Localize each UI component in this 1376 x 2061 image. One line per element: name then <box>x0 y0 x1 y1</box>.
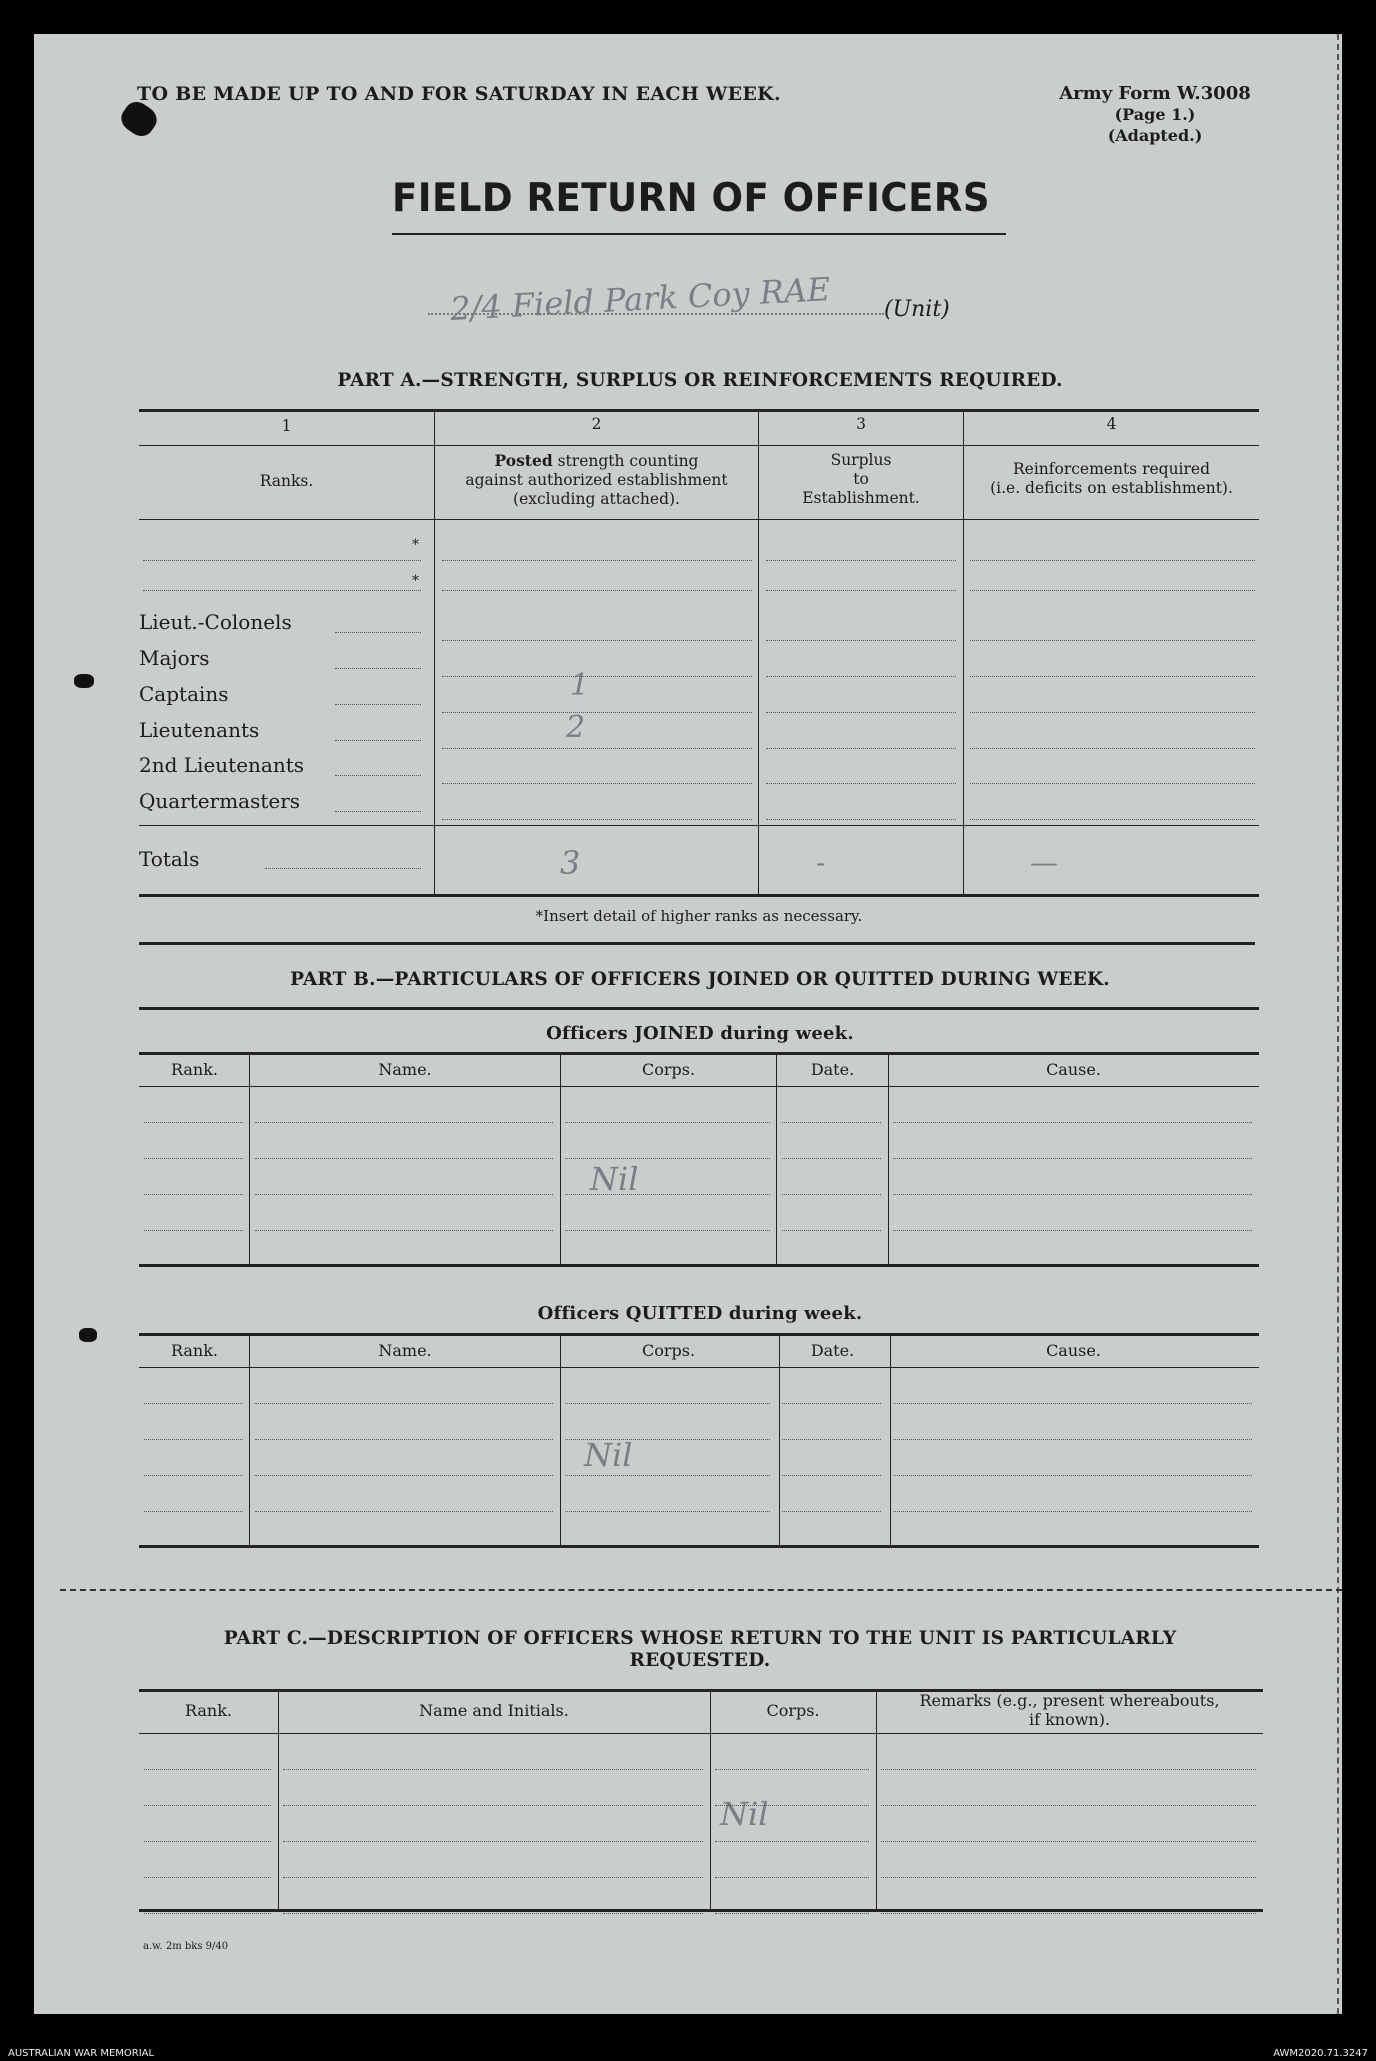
rank-2nd-lieutenants: 2nd Lieutenants <box>139 753 305 777</box>
reinf-cell-line <box>970 590 1255 591</box>
joined-table-cell-line <box>255 1194 553 1195</box>
joined-table-cell-line <box>144 1158 243 1159</box>
totals-rule <box>139 825 1259 826</box>
quitted-table-cell-line <box>565 1475 770 1476</box>
part-c-bottom-rule <box>139 1909 1263 1912</box>
reinf-cell-line <box>970 748 1255 749</box>
quitted-table-col-header: Rank. <box>170 1341 219 1360</box>
part-c-cell-line <box>144 1805 271 1806</box>
rank-leader-dots <box>335 740 421 741</box>
part-c-cell-line <box>144 1841 271 1842</box>
weekly-instruction: TO BE MADE UP TO AND FOR SATURDAY IN EACH WEEK. <box>137 83 781 105</box>
posted-cell-line <box>442 819 752 820</box>
part-c-col-header: Rank. <box>184 1701 233 1720</box>
surplus-cell-line <box>766 560 956 561</box>
joined-table-cell-line <box>144 1194 243 1195</box>
quitted-table-cell-line <box>144 1439 243 1440</box>
unit-label: (Unit) <box>884 297 950 322</box>
part-c-cell-line <box>881 1877 1256 1878</box>
part-a-subheader-rule <box>139 519 1259 520</box>
quitted-table-cell-line <box>893 1511 1252 1512</box>
joined-section-title: Officers JOINED during week. <box>546 1023 854 1044</box>
posted-rest: strength counting <box>552 452 699 470</box>
rank-majors: Majors <box>139 646 210 670</box>
title-underline <box>392 233 1006 235</box>
captains-posted-value: 1 <box>570 668 590 703</box>
joined-table-cell-line <box>782 1194 881 1195</box>
joined-table-bottom-rule <box>139 1264 1259 1267</box>
joined-table-col-header: Date. <box>810 1060 855 1079</box>
reinf-cell-line <box>970 676 1255 677</box>
part-c-remarks-header <box>876 1691 1263 1729</box>
part-c-cell-line <box>715 1805 869 1806</box>
part-c-nil-entry: Nil <box>720 1795 769 1833</box>
part-c-cell-line <box>715 1877 869 1878</box>
rank-quartermasters: Quartermasters <box>139 789 301 813</box>
quitted-table-cell-line <box>255 1403 553 1404</box>
reinf-cell-line <box>970 819 1255 820</box>
rank-lieutenants: Lieutenants <box>139 718 260 742</box>
page-number: (Page 1.) <box>1114 105 1196 124</box>
part-c-cell-line <box>283 1841 703 1842</box>
joined-table-col-header: Rank. <box>170 1060 219 1079</box>
form-number: Army Form W.3008 <box>1059 83 1251 104</box>
remarks-line-1: Remarks (e.g., present whereabouts, <box>919 1691 1220 1710</box>
part-c-cell-line <box>715 1913 869 1914</box>
rank-lieut-colonels: Lieut.-Colonels <box>139 610 292 634</box>
col-number-3: 3 <box>856 415 866 433</box>
reinf-line-1: Reinforcements required <box>1012 460 1211 478</box>
part-c-col-divider <box>876 1689 877 1909</box>
quitted-table-cell-line <box>893 1439 1252 1440</box>
joined-table-cell-line <box>255 1122 553 1123</box>
quitted-table-col-divider <box>890 1333 891 1545</box>
rank-leader-dots <box>335 632 421 633</box>
ranks-dotted-line <box>143 560 421 561</box>
quitted-table-cell-line <box>565 1511 770 1512</box>
part-c-title-line-2: REQUESTED. <box>629 1650 771 1671</box>
print-code: a.w. 2m bks 9/40 <box>143 1941 229 1952</box>
quitted-table-cell-line <box>565 1439 770 1440</box>
part-c-title-line-1: PART C.—DESCRIPTION OF OFFICERS WHOSE RETURN TO THE UNIT IS PARTICULARLY <box>223 1628 1177 1649</box>
surplus-line-2: to <box>853 470 869 488</box>
posted-cell-line <box>442 676 752 677</box>
part-c-cell-line <box>715 1769 869 1770</box>
joined-table-cell-line <box>565 1230 770 1231</box>
surplus-line-1: Surplus <box>830 451 892 469</box>
quitted-table-col-header: Cause. <box>1046 1341 1101 1360</box>
remarks-line-2: if known). <box>1028 1710 1111 1729</box>
part-a-top-rule <box>139 409 1259 412</box>
joined-table-cell-line <box>565 1122 770 1123</box>
quitted-table-cell-line <box>782 1439 881 1440</box>
surplus-cell-line <box>766 819 956 820</box>
joined-table-col-header: Cause. <box>1046 1060 1101 1079</box>
quitted-table-top-rule <box>139 1333 1259 1336</box>
surplus-cell-line <box>766 676 956 677</box>
quitted-table-cell-line <box>782 1475 881 1476</box>
surplus-cell-line <box>766 712 956 713</box>
joined-table-col-header: Name. <box>378 1060 432 1079</box>
part-c-cell-line <box>144 1913 271 1914</box>
joined-table-header-rule <box>139 1086 1259 1087</box>
quitted-table-cell-line <box>144 1511 243 1512</box>
part-c-title <box>140 1628 1260 1672</box>
part-c-cell-line <box>715 1841 869 1842</box>
ranks-col-header: Ranks. <box>259 472 314 490</box>
part-a-footnote: *Insert detail of higher ranks as necessary. <box>535 907 863 925</box>
quitted-table-col-header: Name. <box>378 1341 432 1360</box>
quitted-table-col-divider <box>779 1333 780 1545</box>
punch-hole-mark <box>74 674 94 688</box>
quitted-table-cell-line <box>255 1511 553 1512</box>
quitted-table-cell-line <box>782 1511 881 1512</box>
joined-table-cell-line <box>144 1230 243 1231</box>
part-c-cell-line <box>283 1913 703 1914</box>
quitted-table-col-header: Date. <box>810 1341 855 1360</box>
army-form-block <box>1050 83 1260 146</box>
posted-cell-line <box>442 748 752 749</box>
rank-leader-dots <box>335 775 421 776</box>
quitted-table-cell-line <box>565 1403 770 1404</box>
surplus-cell-line <box>766 783 956 784</box>
surplus-cell-line <box>766 590 956 591</box>
rank-leader-dots <box>335 668 421 669</box>
quitted-table-col-divider <box>560 1333 561 1545</box>
joined-table-cell-line <box>893 1230 1252 1231</box>
part-c-col-divider <box>278 1689 279 1909</box>
part-c-cell-line <box>283 1877 703 1878</box>
quitted-table-cell-line <box>144 1403 243 1404</box>
perforation-line <box>60 1589 1342 1591</box>
quitted-table-cell-line <box>255 1475 553 1476</box>
col-number-1: 1 <box>281 417 292 435</box>
part-c-cell-line <box>881 1841 1256 1842</box>
posted-line-2: against authorized establishment <box>465 471 728 489</box>
footer-accession: AWM2020.71.3247 <box>1273 2048 1368 2059</box>
part-c-cell-line <box>144 1769 271 1770</box>
unit-handwritten-value: 2/4 Field Park Coy RAE <box>449 270 832 328</box>
quitted-table-cell-line <box>893 1475 1252 1476</box>
paper-right-edge <box>1337 34 1344 2014</box>
part-a-close-rule <box>139 942 1255 945</box>
rank-leader-dots <box>335 704 421 705</box>
col-number-2: 2 <box>591 415 602 433</box>
quitted-table-col-divider <box>249 1333 250 1545</box>
quitted-section-title: Officers QUITTED during week. <box>537 1303 863 1324</box>
quitted-table-col-header: Corps. <box>641 1341 696 1360</box>
joined-table-cell-line <box>782 1158 881 1159</box>
posted-cell-line <box>442 590 752 591</box>
posted-strength-header <box>435 451 758 509</box>
quitted-nil-entry: Nil <box>584 1436 633 1474</box>
joined-table-col-divider <box>776 1052 777 1264</box>
part-c-cell-line <box>881 1805 1256 1806</box>
joined-table-cell-line <box>565 1194 770 1195</box>
rank-leader-dots <box>335 811 421 812</box>
reinf-line-2: (i.e. deficits on establishment). <box>990 479 1233 497</box>
reinf-cell-line <box>970 712 1255 713</box>
posted-line-3: (excluding attached). <box>513 490 680 508</box>
posted-bold: Posted <box>494 451 553 470</box>
reinf-cell-line <box>970 640 1255 641</box>
part-a-bottom-rule <box>139 894 1259 897</box>
surplus-cell-line <box>766 640 956 641</box>
joined-table-cell-line <box>255 1230 553 1231</box>
joined-table-col-header: Corps. <box>641 1060 696 1079</box>
joined-table-cell-line <box>144 1122 243 1123</box>
punch-hole-mark <box>79 1328 97 1342</box>
totals-surplus-value: - <box>816 846 826 879</box>
part-c-cell-line <box>283 1805 703 1806</box>
page-title: FIELD RETURN OF OFFICERS <box>392 176 991 221</box>
lieutenants-posted-value: 2 <box>566 710 586 745</box>
quitted-table-cell-line <box>893 1403 1252 1404</box>
quitted-table-bottom-rule <box>139 1545 1259 1548</box>
joined-table-col-divider <box>560 1052 561 1264</box>
quitted-table-cell-line <box>144 1475 243 1476</box>
reinf-cell-line <box>970 783 1255 784</box>
joined-table-cell-line <box>893 1122 1252 1123</box>
higher-rank-star: * <box>412 537 419 553</box>
ranks-dotted-line <box>143 590 421 591</box>
joined-table-cell-line <box>255 1158 553 1159</box>
part-b-top-rule <box>139 1007 1259 1010</box>
part-c-cell-line <box>144 1877 271 1878</box>
posted-cell-line <box>442 783 752 784</box>
totals-posted-value: 3 <box>560 844 581 882</box>
part-c-col-header: Corps. <box>766 1701 820 1720</box>
joined-table-col-divider <box>888 1052 889 1264</box>
posted-cell-line <box>442 712 752 713</box>
reinforcements-header <box>964 460 1259 498</box>
joined-table-col-divider <box>249 1052 250 1264</box>
part-c-col-divider <box>710 1689 711 1909</box>
totals-reinforcements-value: — <box>1030 846 1058 879</box>
joined-table-cell-line <box>782 1122 881 1123</box>
joined-nil-entry: Nil <box>590 1160 639 1198</box>
joined-table-cell-line <box>893 1158 1252 1159</box>
adapted-note: (Adapted.) <box>1107 126 1203 145</box>
quitted-table-cell-line <box>782 1403 881 1404</box>
part-a-title: PART A.—STRENGTH, SURPLUS OR REINFORCEMENTS REQUIRED. <box>337 370 1063 391</box>
part-c-col-header: Name and Initials. <box>419 1701 569 1720</box>
surplus-line-3: Establishment. <box>802 489 920 507</box>
totals-leader-dots <box>265 868 421 869</box>
surplus-header <box>759 451 963 508</box>
rank-captains: Captains <box>139 682 229 706</box>
surplus-cell-line <box>766 748 956 749</box>
posted-cell-line <box>442 640 752 641</box>
part-c-cell-line <box>283 1769 703 1770</box>
totals-label: Totals <box>139 847 200 871</box>
part-c-header-rule <box>139 1733 1263 1734</box>
footer-institution: AUSTRALIAN WAR MEMORIAL <box>8 2048 155 2059</box>
part-c-cell-line <box>881 1913 1256 1914</box>
joined-table-cell-line <box>782 1230 881 1231</box>
higher-rank-star: * <box>412 573 419 589</box>
joined-table-cell-line <box>565 1158 770 1159</box>
joined-table-cell-line <box>893 1194 1252 1195</box>
quitted-table-header-rule <box>139 1367 1259 1368</box>
quitted-table-cell-line <box>255 1439 553 1440</box>
part-a-header-rule <box>139 445 1259 446</box>
part-b-title: PART B.—PARTICULARS OF OFFICERS JOINED OR QUITTED DURING WEEK. <box>290 969 1110 990</box>
col-number-4: 4 <box>1106 415 1117 433</box>
reinf-cell-line <box>970 560 1255 561</box>
posted-cell-line <box>442 560 752 561</box>
joined-table-top-rule <box>139 1052 1259 1055</box>
part-c-cell-line <box>881 1769 1256 1770</box>
